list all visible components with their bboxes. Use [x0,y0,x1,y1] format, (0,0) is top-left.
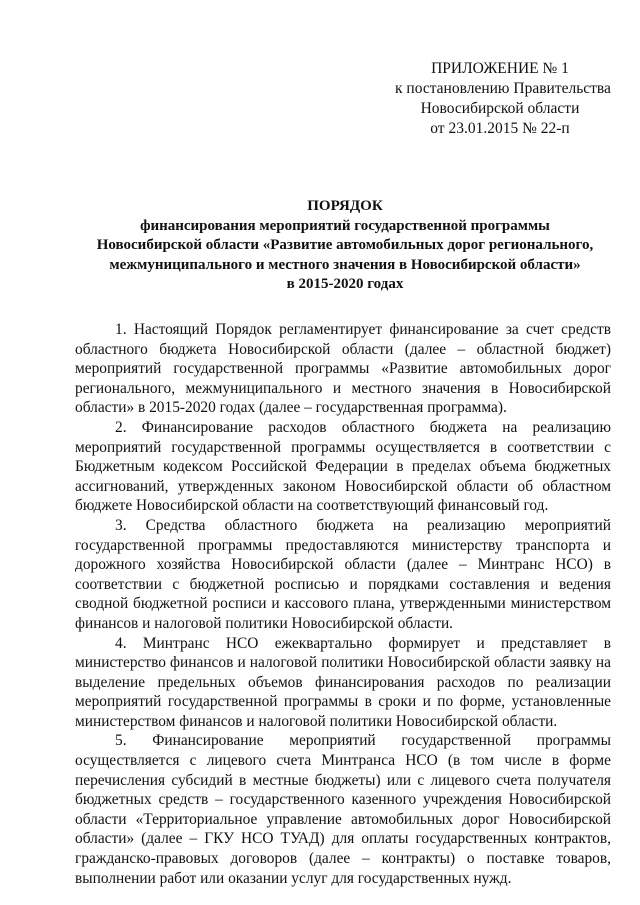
paragraph-3: 3. Средства областного бюджета на реализацию мероприятий государственной программы предоставляются министерству транспорта и дорожного хозяйства Новосибирской области (далее – Минтранс НСО) в соответствии с бюджетной росписью и порядками составления и ведения сводной бюджетной росписи и кассового плана, утвержденными министерством финансов и налоговой политики Новосибирской области. [75,516,611,632]
paragraph-4: 4. Минтранс НСО ежеквартально формирует и представляет в министерство финансов и налоговой политики Новосибирской области заявку на выделение предельных объемов финансирования расходов по реализации мероприятий государственной программы в сроки и по форме, установленные министерством финансов и налоговой политики Новосибирской области. [75,634,611,730]
appendix-block [395,59,611,139]
paragraph-5: 5. Финансирование мероприятий государственной программы осуществляется с лицевого счета Минтранса НСО (в том числе в форме перечисления субсидий в местные бюджеты) или с лицевого счета получателя бюджетных средств – государственного казенного учреждения Новосибирской области «Территориальное управление автомобильных дорог Новосибирской области» (далее – ГКУ НСО ТУАД) для оплаты государственных контрактов, гражданско-правовых договоров (далее – контракты) о поставке товаров, выполнении работ или оказании услуг для государственных нужд. [75,732,611,887]
heading-line-2: Новосибирской области «Развитие автомобильных дорог регионального, [96,237,594,253]
heading-line-3: межмуниципального и местного значения в Новосибирской области» [109,256,581,273]
appendix-line-1: к постановлению Правительства [395,80,611,97]
appendix-line-2: Новосибирской области [420,100,580,117]
heading-line-4: в 2015-2020 годах [286,276,404,292]
heading-title: ПОРЯДОК [307,198,383,214]
document-heading [75,197,615,295]
document-body [75,320,611,888]
paragraph-2: 2. Финансирование расходов областного бюджета на реализацию мероприятий государственной программы осуществляется в соответствии с Бюджетным кодексом Российской Федерации в пределах объема бюджетных ассигнований, утвержденных законом Новосибирской области об областном бюджете Новосибирской области на соответствующий финансовый год. [75,418,611,515]
appendix-title: ПРИЛОЖЕНИЕ № 1 [431,60,569,77]
appendix-line-3: от 23.01.2015 № 22-п [430,120,570,137]
heading-line-1: финансирования мероприятий государственной программы [140,217,550,234]
paragraph-1: 1. Настоящий Порядок регламентирует финансирование за счет средств областного бюджета Новосибирской области (далее – областной бюджет) мероприятий государственной программы «Развитие автомобильных дорог регионального, межмуниципального и местного значения в Новосибирской области» в 2015-2020 годах (далее – государственная программа). [75,321,611,417]
